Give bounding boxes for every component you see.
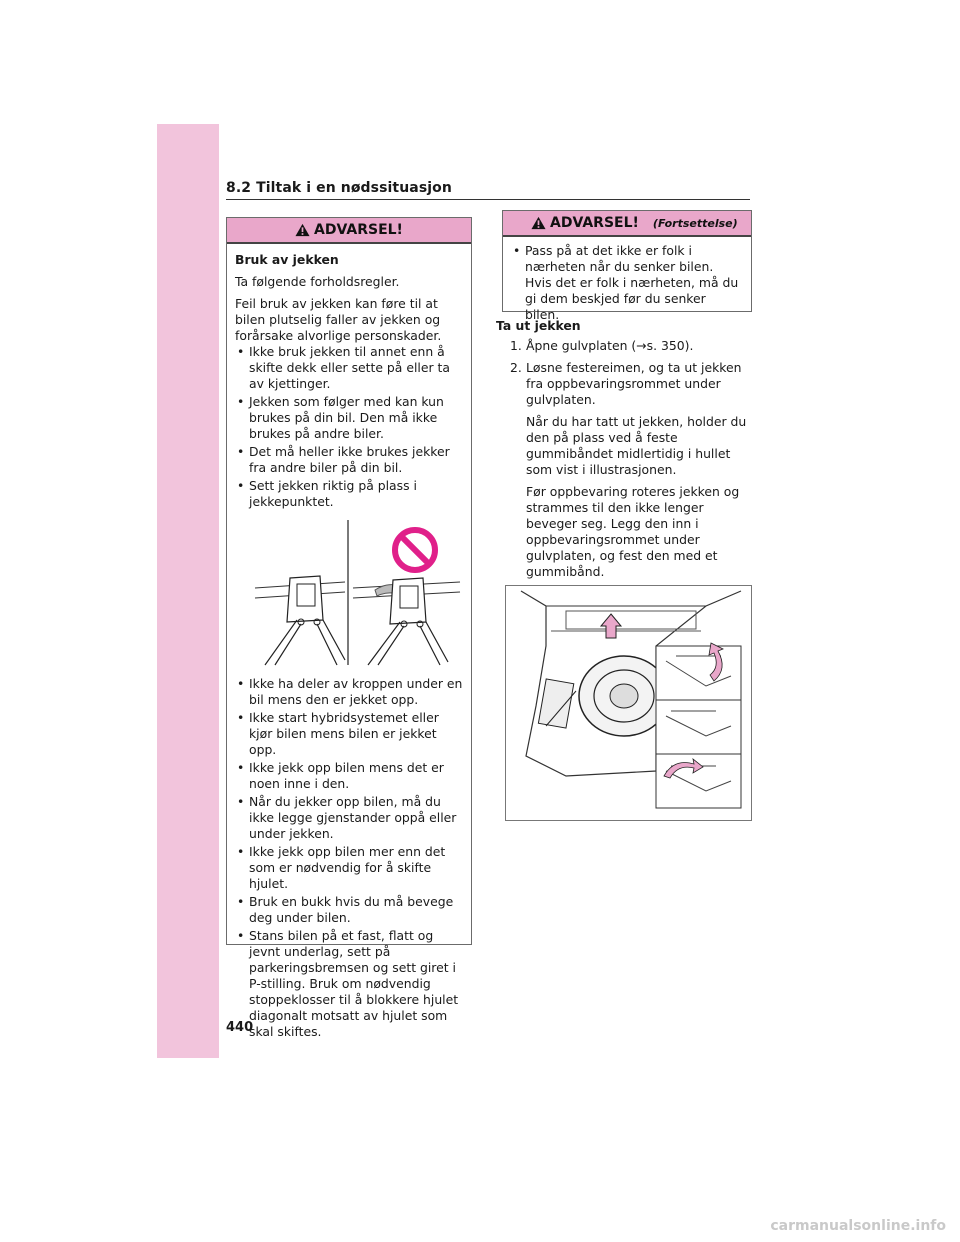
step-item xyxy=(496,338,754,354)
trunk-illustration xyxy=(505,585,752,821)
jack-illustration xyxy=(235,520,463,670)
jack-placement-figure xyxy=(235,520,463,670)
footer-watermark: carmanualsonline.info xyxy=(770,1218,946,1234)
warning-title: ADVARSEL! xyxy=(550,215,639,231)
warning-bullets-top xyxy=(235,344,463,510)
warning-bullets-bottom xyxy=(235,676,463,1040)
warning-subtitle: (Fortsettelse) xyxy=(652,216,738,230)
page-number: 440 xyxy=(226,1020,254,1035)
warning-title: ADVARSEL! xyxy=(314,222,403,238)
warning-triangle-icon xyxy=(531,216,546,230)
warning-triangle-icon xyxy=(295,223,310,237)
warning-header xyxy=(227,218,471,244)
step-number: 1. xyxy=(510,338,522,353)
step-text: Når du har tatt ut jekken, holder du den på plass ved å feste gummibåndet midlertidig i hullet som vist i illustrasjonen. xyxy=(526,414,747,477)
warning-bullets xyxy=(511,243,743,323)
list-item: • Ikke start hybridsystemet eller kjør bilen mens bilen er jekket opp. xyxy=(235,710,463,758)
step-text: Løsne festereimen, og ta ut jekken fra oppbevaringsrommet under gulvplaten. xyxy=(526,360,742,407)
step-item xyxy=(496,360,754,580)
list-item: • Jekken som følger med kan kun brukes på din bil. Den må ikke brukes på andre biler. xyxy=(235,394,463,442)
step-text: Før oppbevaring roteres jekken og strammes til den ikke lenger beveger seg. Legg den inn i oppbevaringsrommet under gulvplaten, og fest den med et gummibånd. xyxy=(526,484,740,579)
side-band xyxy=(157,124,219,1058)
warning-paragraph: Feil bruk av jekken kan føre til at bilen plutselig faller av jekken og forårsake alvorlige personskader. xyxy=(235,296,442,343)
section-remove-jack xyxy=(496,318,754,586)
list-item: • Det må heller ikke brukes jekker fra andre biler på din bil. xyxy=(235,444,463,476)
section-header: 8.2 Tiltak i en nødssituasjon xyxy=(226,180,452,196)
warning-body xyxy=(503,237,751,331)
header-rule xyxy=(226,199,750,200)
list-item: • Ikke jekk opp bilen mer enn det som er nødvendig for å skifte hjulet. xyxy=(235,844,463,892)
warning-body xyxy=(227,244,471,1048)
list-item: • Ikke ha deler av kroppen under en bil mens den er jekket opp. xyxy=(235,676,463,708)
trunk-jack-figure xyxy=(506,586,751,820)
list-item: • Ikke bruk jekken til annet enn å skifte dekk eller sette på eller ta av kjettinger. xyxy=(235,344,463,392)
warning-intro: Ta følgende forholdsregler. xyxy=(235,274,400,289)
warning-heading: Bruk av jekken xyxy=(235,252,339,267)
warning-header xyxy=(503,211,751,237)
section-heading: Ta ut jekken xyxy=(496,318,581,333)
list-item: • Sett jekken riktig på plass i jekkepunktet. xyxy=(235,478,463,510)
warning-box-right xyxy=(502,210,752,322)
steps-list xyxy=(496,338,754,580)
list-item: • Ikke jekk opp bilen mens det er noen inne i den. xyxy=(235,760,463,792)
list-item: • Stans bilen på et fast, flatt og jevnt underlag, sett på parkeringsbremsen og sett giret i P-stilling. Bruk om nødvendig stoppeklosser til å blokkere hjulet diagonalt motsatt av hjulet som skal skiftes. xyxy=(235,928,463,1040)
list-item: • Når du jekker opp bilen, må du ikke legge gjenstander oppå eller under jekken. xyxy=(235,794,463,842)
step-number: 2. xyxy=(510,360,522,375)
step-text: Åpne gulvplaten (→s. 350). xyxy=(526,338,694,353)
prohibition-icon xyxy=(395,530,435,570)
list-item: • Bruk en bukk hvis du må bevege deg under bilen. xyxy=(235,894,463,926)
list-item: • Pass på at det ikke er folk i nærheten når du senker bilen. Hvis det er folk i nærheten, må du gi dem beskjed før du senker bilen. xyxy=(511,243,743,323)
